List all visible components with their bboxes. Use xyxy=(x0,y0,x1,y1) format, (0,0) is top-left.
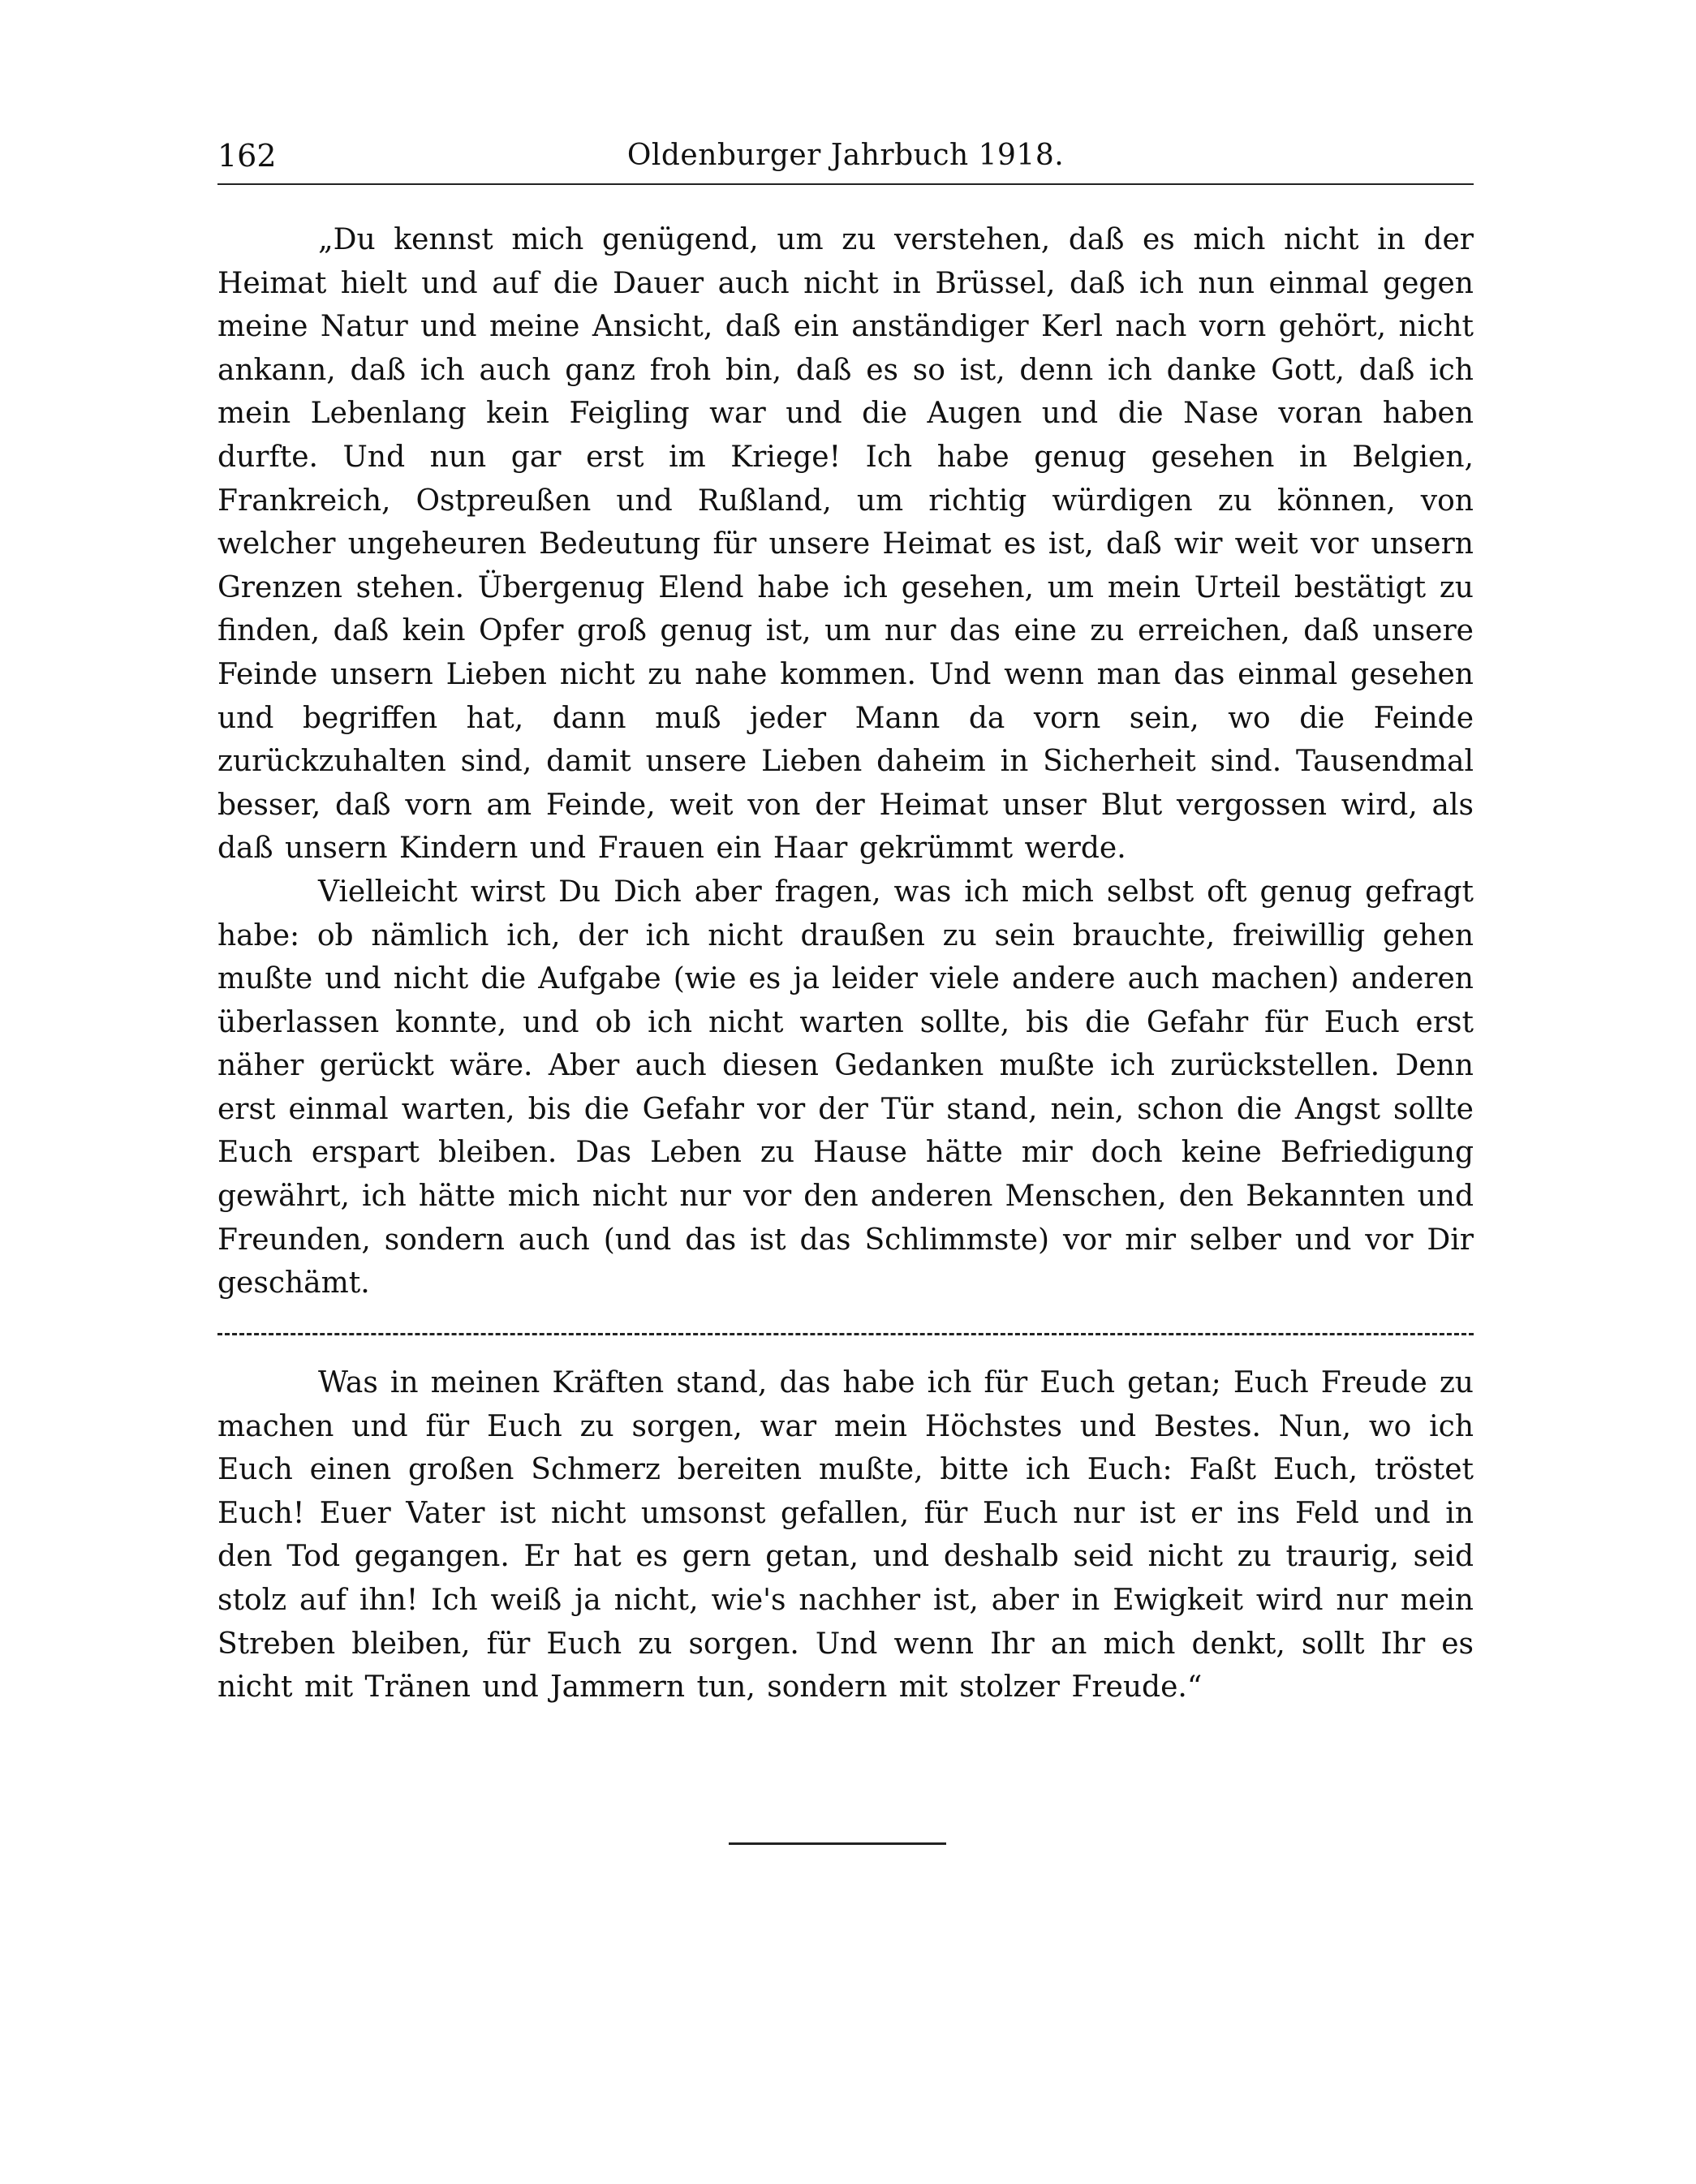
paragraph: Vielleicht wirst Du Dich aber fragen, was ich mich selbst oft genug gefragt habe: ob nämlich ich, der ich nicht draußen zu sein brauchte, freiwillig gehen mußte und nicht die Aufgabe (wie es ja leider viele andere auch machen) anderen überlassen konnte, und ob ich nicht warten sollte, bis die Gefahr für Euch erst näher gerückt wäre. Aber auch diesen Gedanken mußte ich zurückstellen. Denn erst einmal warten, bis die Gefahr vor der Tür stand, nein, schon die Angst sollte Euch erspart bleiben. Das Leben zu Hause hätte mir doch keine Befriedigung gewährt, ich hätte mich nicht nur vor den anderen Menschen, den Bekannten und Freunden, sondern auch (und das ist das Schlimmste) vor mir selber und vor Dir geschämt. xyxy=(217,875,1474,1301)
running-title: Oldenburger Jahrbuch 1918. xyxy=(626,139,1065,172)
paragraph: „Du kennst mich genügend, um zu verstehen, daß es mich nicht in der Heimat hielt und auf die Dauer auch nicht in Brüssel, daß ich nun einmal gegen meine Natur und meine Ansicht, daß ein anständiger Kerl nach vorn gehört, nicht ankann, daß ich auch ganz froh bin, daß es so ist, denn ich danke Gott, daß ich mein Lebenlang kein Feigling war und die Augen und die Nase voran haben durfte. Und nun gar erst im Kriege! Ich habe genug gesehen in Belgien, Frankreich, Ostpreußen und Rußland, um richtig würdigen zu können, von welcher ungeheuren Bedeutung für unsere Heimat es ist, daß wir weit vor unsern Grenzen stehen. Übergenug Elend habe ich gesehen, um mein Urteil bestätigt zu finden, daß kein Opfer groß genug ist, um nur das eine zu erreichen, daß unsere Feinde unsern Lieben nicht zu nahe kommen. Und wenn man das einmal gesehen und begriffen hat, dann muß jeder Mann da vorn sein, wo die Feinde zurückzuhalten sind, damit unsere Lieben daheim in Sicherheit sind. Tausendmal besser, daß vorn am Feinde, weit von der Heimat unser Blut vergossen wird, als daß unsern Kindern und Frauen ein Haar gekrümmt werde. xyxy=(217,223,1474,866)
page-number: 162 xyxy=(217,138,277,174)
header-rule xyxy=(217,183,1474,185)
paragraph: Was in meinen Kräften stand, das habe ich für Euch getan; Euch Freude zu machen und für Euch zu sorgen, war mein Höchstes und Bestes. Nun, wo ich Euch einen großen Schmerz bereiten mußte, bitte ich Euch: Faßt Euch, tröstet Euch! Euer Vater ist nicht umsonst gefallen, für Euch nur ist er ins Feld und in den Tod gegangen. Er hat es gern getan, und deshalb seid nicht zu traurig, seid stolz auf ihn! Ich weiß ja nicht, wie's nachher ist, aber in Ewigkeit wird nur mein Streben bleiben, für Euch zu sorgen. Und wenn Ihr an mich denkt, sollt Ihr es nicht mit Tränen und Jammern tun, sondern mit stolzer Freude.“ xyxy=(217,1366,1474,1705)
letter-text-part-2 xyxy=(217,1361,1474,1709)
letter-text-part-1 xyxy=(217,218,1474,1305)
section-break-dashed-line xyxy=(217,1333,1474,1335)
page-header xyxy=(217,131,1474,180)
end-rule xyxy=(729,1842,946,1845)
